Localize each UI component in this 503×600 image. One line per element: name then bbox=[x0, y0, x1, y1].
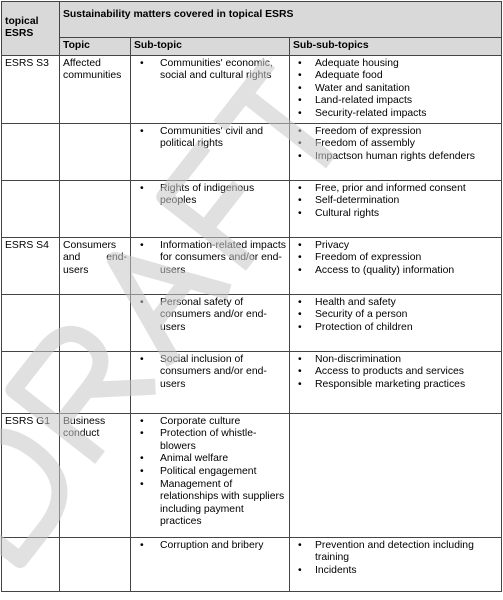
subtopic-item: • Management of relationships with suppliers including payment practices bbox=[134, 479, 286, 529]
subsubtopic-item: • Water and sanitation bbox=[293, 83, 498, 96]
subtopic-item: • Political engagement bbox=[134, 466, 286, 479]
subsubtopic-item: • Land-related impacts bbox=[293, 95, 498, 108]
table-row bbox=[2, 294, 502, 351]
topic-cell bbox=[60, 180, 131, 237]
subsubtopic-item: • Non-discrimination bbox=[293, 354, 498, 367]
subsubtopic-item: • Free, prior and informed consent bbox=[293, 183, 498, 196]
topic-cell: Consumers and end-users bbox=[60, 237, 131, 294]
esrs-cell bbox=[2, 123, 60, 180]
subsubtopic-item: • Freedom of expression bbox=[293, 126, 498, 139]
header-row-1 bbox=[2, 2, 502, 38]
subsubtopic-cell bbox=[290, 351, 502, 413]
subsubtopic-item: • Self-determination bbox=[293, 195, 498, 208]
table-row bbox=[2, 537, 502, 591]
subsubtopic-cell bbox=[290, 294, 502, 351]
subsubtopic-item: • Health and safety bbox=[293, 297, 498, 310]
esrs-table bbox=[1, 1, 502, 592]
subtopic-item: • Communities' economic, social and cultural rights bbox=[134, 58, 286, 83]
subsubtopic-item: • Responsible marketing practices bbox=[293, 379, 498, 392]
subsubtopic-cell bbox=[290, 55, 502, 123]
table-row bbox=[2, 123, 502, 180]
topic-cell bbox=[60, 123, 131, 180]
esrs-cell bbox=[2, 180, 60, 237]
subtopic-cell bbox=[131, 123, 290, 180]
subsubtopic-item: • Adequate housing bbox=[293, 58, 498, 71]
subsubtopic-cell bbox=[290, 123, 502, 180]
table-title: Sustainability matters covered in topical ESRS bbox=[60, 2, 502, 38]
subtopic-cell bbox=[131, 413, 290, 537]
subsubtopic-cell bbox=[290, 180, 502, 237]
subtopic-cell bbox=[131, 237, 290, 294]
subsubtopic-item: • Freedom of expression bbox=[293, 252, 498, 265]
subsubtopic-item: • Freedom of assembly bbox=[293, 138, 498, 151]
subsubtopic-item: • Privacy bbox=[293, 240, 498, 253]
subtopic-item: • Animal welfare bbox=[134, 453, 286, 466]
esrs-cell: ESRS S3 bbox=[2, 55, 60, 123]
subtopic-cell bbox=[131, 351, 290, 413]
topic-cell bbox=[60, 351, 131, 413]
subtopic-cell bbox=[131, 55, 290, 123]
esrs-cell bbox=[2, 351, 60, 413]
subsubtopic-cell bbox=[290, 413, 502, 537]
esrs-cell bbox=[2, 537, 60, 591]
subtopic-item: • Protection of whistle-blowers bbox=[134, 428, 286, 453]
subsubtopic-item: • Security of a person bbox=[293, 309, 498, 322]
col-subtopic-header: Sub-topic bbox=[131, 38, 290, 56]
table-row bbox=[2, 180, 502, 237]
subtopic-cell bbox=[131, 294, 290, 351]
col-topic-header: Topic bbox=[60, 38, 131, 56]
subsubtopic-item: • Adequate food bbox=[293, 70, 498, 83]
subsubtopic-item: • Prevention and detection including training bbox=[293, 540, 498, 565]
col-subsub-header: Sub-sub-topics bbox=[290, 38, 502, 56]
subtopic-cell bbox=[131, 537, 290, 591]
subsubtopic-cell bbox=[290, 537, 502, 591]
subtopic-item: • Communities' civil and political rights bbox=[134, 126, 286, 151]
topic-cell bbox=[60, 294, 131, 351]
subsubtopic-item: • Security-related impacts bbox=[293, 108, 498, 121]
subtopic-item: • Information-related impacts for consumers and/or end-users bbox=[134, 240, 286, 278]
table-row bbox=[2, 237, 502, 294]
topic-cell bbox=[60, 537, 131, 591]
subsubtopic-item: • Access to (quality) information bbox=[293, 265, 498, 278]
esrs-cell bbox=[2, 294, 60, 351]
topical-esrs-header: topical ESRS bbox=[2, 2, 60, 56]
table-row bbox=[2, 55, 502, 123]
table-row bbox=[2, 351, 502, 413]
subsubtopic-item: • Cultural rights bbox=[293, 208, 498, 221]
topic-cell: Affected communities bbox=[60, 55, 131, 123]
subtopic-cell bbox=[131, 180, 290, 237]
subtopic-item: • Corporate culture bbox=[134, 416, 286, 429]
esrs-cell: ESRS S4 bbox=[2, 237, 60, 294]
subtopic-item: • Social inclusion of consumers and/or end-users bbox=[134, 354, 286, 392]
subtopic-item: • Rights of indigenous peoples bbox=[134, 183, 286, 208]
subtopic-item: • Personal safety of consumers and/or end-users bbox=[134, 297, 286, 335]
topic-cell: Business conduct bbox=[60, 413, 131, 537]
header-row-2 bbox=[2, 38, 502, 56]
table-row bbox=[2, 413, 502, 537]
subsubtopic-item: • Access to products and services bbox=[293, 366, 498, 379]
subsubtopic-item: • Incidents bbox=[293, 565, 498, 578]
subsubtopic-cell bbox=[290, 237, 502, 294]
subtopic-item: • Corruption and bribery bbox=[134, 540, 286, 553]
subsubtopic-item: • Protection of children bbox=[293, 322, 498, 335]
esrs-cell: ESRS G1 bbox=[2, 413, 60, 537]
subsubtopic-item: • Impactson human rights defenders bbox=[293, 151, 498, 164]
